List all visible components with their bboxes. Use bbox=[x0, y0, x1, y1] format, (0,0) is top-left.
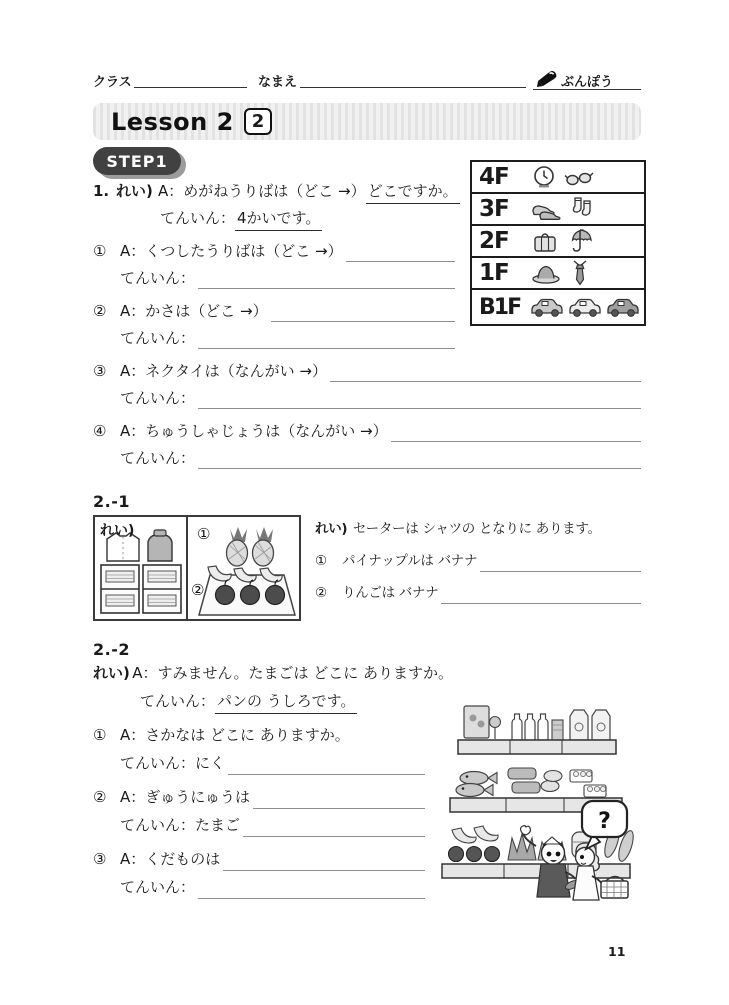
floor-label: 4F bbox=[479, 164, 509, 190]
section-2-2-heading: 2.-2 bbox=[93, 640, 130, 659]
question-text: A：くつしたうりばは（どこ →） bbox=[120, 242, 343, 260]
clerk-answer-line bbox=[93, 876, 425, 904]
item-number: ① bbox=[315, 553, 327, 569]
answer-blank[interactable] bbox=[346, 261, 455, 262]
clerk-label: てんいん： bbox=[120, 754, 196, 772]
answer-prefix: たまご bbox=[195, 816, 241, 834]
umbrella-icon bbox=[566, 227, 594, 255]
item-number: ② bbox=[93, 302, 107, 320]
question-text: A：ネクタイは（なんがい →） bbox=[120, 362, 327, 380]
question-line bbox=[315, 549, 641, 577]
car-icon bbox=[529, 295, 565, 319]
clock-icon bbox=[531, 164, 557, 190]
question-line bbox=[93, 786, 425, 814]
clerk-label: てんいん： bbox=[120, 816, 196, 834]
bag-icon bbox=[531, 228, 559, 254]
pencil-icon bbox=[536, 66, 559, 88]
floor-label: B1F bbox=[479, 294, 521, 320]
example-clerk-answer: パンの うしろです。 bbox=[215, 690, 357, 714]
answer-blank[interactable] bbox=[198, 348, 455, 349]
section-2-1-example-line bbox=[315, 517, 641, 545]
answer-blank[interactable] bbox=[243, 836, 425, 837]
car-icon bbox=[567, 295, 603, 319]
answer-blank[interactable] bbox=[198, 898, 425, 899]
example-label: れい) bbox=[93, 664, 130, 682]
question-text: A：かさは（どこ →） bbox=[120, 302, 268, 320]
necktie-icon bbox=[568, 259, 592, 287]
answer-blank[interactable] bbox=[480, 571, 641, 572]
clerk-answer-line bbox=[93, 267, 455, 294]
question-text: りんごは バナナ bbox=[342, 585, 439, 601]
section-2-2-example-question bbox=[93, 662, 453, 690]
floor-row-1f bbox=[472, 258, 644, 290]
lesson-part-number: 2 bbox=[244, 108, 273, 135]
answer-blank[interactable] bbox=[330, 381, 641, 382]
item-number: ④ bbox=[93, 422, 107, 440]
lesson-title: Lesson 2 bbox=[111, 107, 234, 136]
question-text: A：ぎゅうにゅうは bbox=[120, 788, 250, 806]
example-question-text: A：すみません。たまごは どこに ありますか。 bbox=[132, 664, 453, 682]
floor-label: 3F bbox=[479, 196, 509, 222]
question-line bbox=[93, 848, 425, 876]
name-label: なまえ bbox=[258, 75, 298, 90]
name-write-line[interactable] bbox=[300, 87, 526, 88]
speech-bubble-text: ? bbox=[598, 809, 611, 834]
item-number: ③ bbox=[93, 850, 107, 868]
floor-label: 1F bbox=[479, 260, 509, 286]
exercise-number: 1. bbox=[93, 182, 110, 200]
example-label: れい) bbox=[116, 182, 153, 200]
question-line bbox=[315, 581, 641, 609]
clerk-answer-line bbox=[93, 447, 641, 474]
answer-blank[interactable] bbox=[441, 603, 641, 604]
question-line bbox=[93, 360, 641, 387]
clerk-label: てんいん： bbox=[120, 389, 196, 407]
item-number: ① bbox=[93, 242, 107, 260]
clerk-answer-line bbox=[93, 752, 425, 780]
question-text: A：さかなは どこに ありますか。 bbox=[120, 726, 350, 744]
fruit-stand-panel bbox=[188, 517, 299, 619]
answer-prefix: にく bbox=[195, 754, 226, 772]
clerk-label: てんいん： bbox=[120, 329, 196, 347]
floor-label: 2F bbox=[479, 228, 509, 254]
page-number: 11 bbox=[608, 944, 626, 959]
answer-blank[interactable] bbox=[253, 808, 425, 809]
clothes-shelf-panel bbox=[95, 517, 188, 619]
shoes-icon bbox=[531, 197, 563, 221]
class-label: クラス bbox=[93, 75, 132, 90]
question-line bbox=[93, 300, 455, 327]
example-question-text: A：めがねうりばは（どこ →） bbox=[158, 182, 366, 200]
floor-row-2f bbox=[472, 226, 644, 258]
answer-blank[interactable] bbox=[271, 321, 455, 322]
floor-row-4f bbox=[472, 162, 644, 194]
answer-blank[interactable] bbox=[198, 408, 641, 409]
corner-label: ぶんぽう bbox=[561, 75, 614, 90]
floor-row-b1f bbox=[472, 290, 644, 324]
floor-directory bbox=[470, 160, 646, 326]
clerk-answer-line bbox=[93, 327, 455, 354]
car-icon bbox=[605, 295, 641, 319]
example-clerk-answer: 4かいです。 bbox=[235, 207, 322, 231]
socks-icon bbox=[570, 196, 596, 222]
question-text: パイナップルは バナナ bbox=[342, 553, 478, 569]
example-question-answer: どこですか。 bbox=[366, 180, 460, 204]
clerk-label: てんいん： bbox=[120, 449, 196, 467]
answer-blank[interactable] bbox=[223, 870, 425, 871]
corner-underline bbox=[533, 89, 641, 90]
item-number: ③ bbox=[93, 362, 107, 380]
store-scene-illustration bbox=[440, 682, 652, 907]
answer-blank[interactable] bbox=[391, 441, 641, 442]
section-2-2-text bbox=[93, 662, 453, 904]
section-2-1-illustration bbox=[93, 515, 301, 621]
clerk-label: てんいん： bbox=[140, 692, 216, 710]
step-badge: STEP1 bbox=[93, 147, 181, 175]
clerk-answer-line bbox=[93, 814, 425, 842]
panel-example-label: れい) bbox=[100, 523, 135, 539]
lesson-title-bar bbox=[93, 103, 641, 140]
clerk-answer-line bbox=[93, 387, 641, 414]
answer-blank[interactable] bbox=[198, 288, 455, 289]
fruit-marker-1: ① bbox=[197, 525, 211, 543]
section-2-2-example-answer bbox=[93, 690, 425, 718]
question-text: A：くだものは bbox=[120, 850, 221, 868]
item-number: ② bbox=[315, 585, 327, 601]
question-text: A：ちゅうしゃじょうは（なんがい →） bbox=[120, 422, 388, 440]
item-number: ② bbox=[93, 788, 107, 806]
item-number: ① bbox=[93, 726, 107, 744]
example-text: セーターは シャツの となりに あります。 bbox=[353, 521, 601, 537]
fruit-stand-drawing bbox=[188, 517, 299, 619]
fruit-marker-2: ② bbox=[191, 581, 205, 599]
clerk-label: てんいん： bbox=[120, 269, 196, 287]
question-line bbox=[93, 420, 641, 447]
floor-row-3f bbox=[472, 194, 644, 226]
glasses-icon bbox=[564, 165, 594, 189]
clerk-label: てんいん： bbox=[160, 209, 236, 227]
example-label: れい) bbox=[315, 521, 348, 537]
class-write-line[interactable] bbox=[134, 87, 247, 88]
question-line bbox=[93, 240, 455, 267]
question-line bbox=[93, 724, 425, 752]
hat-icon bbox=[531, 261, 561, 285]
answer-blank[interactable] bbox=[198, 468, 641, 469]
clerk-label: てんいん： bbox=[120, 878, 196, 896]
section-2-1-text bbox=[315, 517, 641, 609]
answer-blank[interactable] bbox=[228, 774, 425, 775]
section-2-1-heading: 2.-1 bbox=[93, 492, 130, 511]
